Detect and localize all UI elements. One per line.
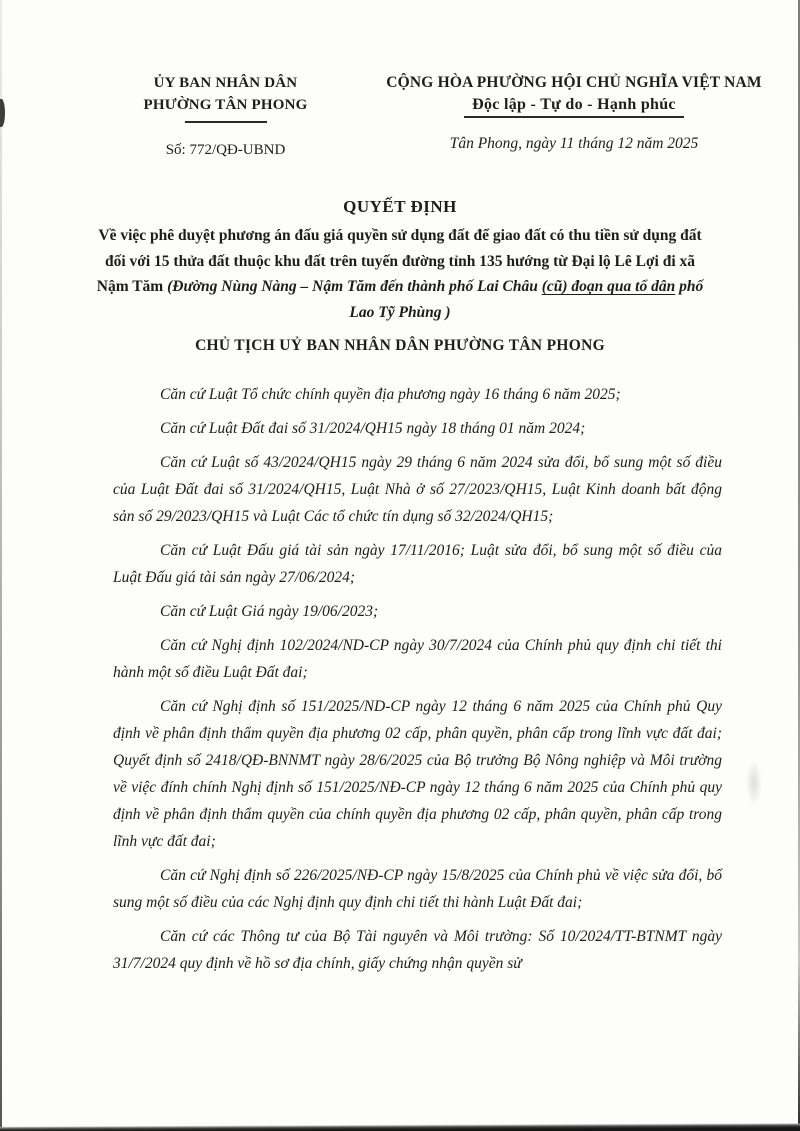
legal-basis-paragraph: Căn cứ Luật số 43/2024/QH15 ngày 29 tháng 6 năm 2024 sửa đổi, bổ sung một số điều của Luật Đất đai số 31/2024/QH15, Luật Nhà ở số 27/2023/QH15, Luật Kinh doanh bất động sản số 29/2023/QH15 và Luật Các tổ chức tín dụng số 32/2024/QH15; — [113, 454, 722, 525]
legal-basis-paragraph: Căn cứ Nghị định số 226/2025/NĐ-CP ngày 15/8/2025 của Chính phủ về việc sửa đổi, bổ sung một số điều của các Nghị định quy định chi tiết thi hành Luật Đất đai; — [113, 867, 722, 911]
scan-edge-bottom — [0, 1123, 800, 1131]
subject-italic-pre: (Đường Nùng Nàng – Nậm Tăm đến thành phố Lai Châu — [167, 278, 542, 295]
scan-smudge — [746, 760, 762, 806]
legal-basis-paragraph: Căn cứ Luật Tổ chức chính quyền địa phương ngày 16 tháng 6 năm 2025; — [160, 386, 621, 403]
org-name-line1: ỦY BAN NHÂN DÂN — [153, 75, 298, 91]
national-motto: Độc lập - Tự do - Hạnh phúc — [464, 96, 684, 118]
legal-basis-paragraph: Căn cứ Luật Đất đai số 31/2024/QH15 ngày 18 tháng 01 năm 2024; — [160, 420, 586, 437]
legal-basis-paragraph: Căn cứ Luật Giá ngày 19/06/2023; — [160, 603, 379, 620]
legal-basis-paragraph: Căn cứ Luật Đấu giá tài sản ngày 17/11/2016; Luật sửa đổi, bổ sung một số điều của Luật Đấu giá tài sản ngày 27/06/2024; — [113, 542, 722, 586]
place-date-line: Tân Phong, ngày 11 tháng 12 năm 2025 — [449, 135, 699, 152]
subject-italic-post: phố Lao Tỹ Phùng ) — [349, 278, 704, 321]
scan-corner-mark — [0, 99, 5, 127]
legal-basis-paragraph: Căn cứ Nghị định 102/2024/ND-CP ngày 30/7/2024 của Chính phủ quy định chi tiết thi hành một số điều Luật Đất đai; — [113, 637, 722, 681]
legal-basis-section — [113, 381, 722, 984]
national-heading-block — [358, 72, 790, 154]
document-number: Số: 772/QĐ-UBND — [165, 142, 286, 158]
subject-plain-text: Về việc phê duyệt phương án đấu giá quyền sử dụng đất để giao đất có thu tiền sử dụng đất đối với 15 thửa đất thuộc khu đất trên tuyến đường tỉnh 135 hướng từ Đại lộ Lê Lợi đi xã Nậm Tăm — [96, 227, 702, 295]
org-name-line2: PHƯỜNG TÂN PHONG — [143, 97, 308, 113]
legal-basis-paragraph: Căn cứ các Thông tư của Bộ Tài nguyên và Môi trường: Số 10/2024/TT-BTNMT ngày 31/7/2024 quy định về hồ sơ địa chính, giấy chứng nhận quyền sử — [113, 928, 722, 972]
document-subject — [89, 223, 711, 325]
authority-heading: CHỦ TỊCH UỶ BAN NHÂN DÂN PHƯỜNG TÂN PHONG — [195, 337, 605, 354]
org-underline-rule — [185, 121, 267, 123]
legal-basis-paragraph: Căn cứ Nghị định số 151/2025/ND-CP ngày 12 tháng 6 năm 2025 của Chính phủ Quy định về phân định thẩm quyền địa phương 02 cấp, phân quyền, phân cấp trong lĩnh vực đất đai; Quyết định số 2418/QĐ-BNNMT ngày 28/6/2025 của Bộ trưởng Bộ Nông nghiệp và Môi trường về việc đính chính Nghị định số 151/2025/NĐ-CP ngày 12 tháng 6 năm 2025 của Chính phủ quy định về phân định thẩm quyền của chính quyền địa phương 02 cấp, phân quyền, phân cấp trong lĩnh vực đất đai; — [113, 698, 722, 850]
subject-italic-underlined: (cũ) đoạn qua tổ dân — [541, 278, 676, 295]
document-type-title: QUYẾT ĐỊNH — [343, 197, 457, 216]
issuing-org-block — [98, 72, 353, 160]
scan-edge-left — [0, 0, 2, 1131]
national-title: CỘNG HÒA PHƯỜNG HỘI CHỦ NGHĨA VIỆT NAM — [386, 74, 762, 91]
title-block — [0, 196, 800, 325]
